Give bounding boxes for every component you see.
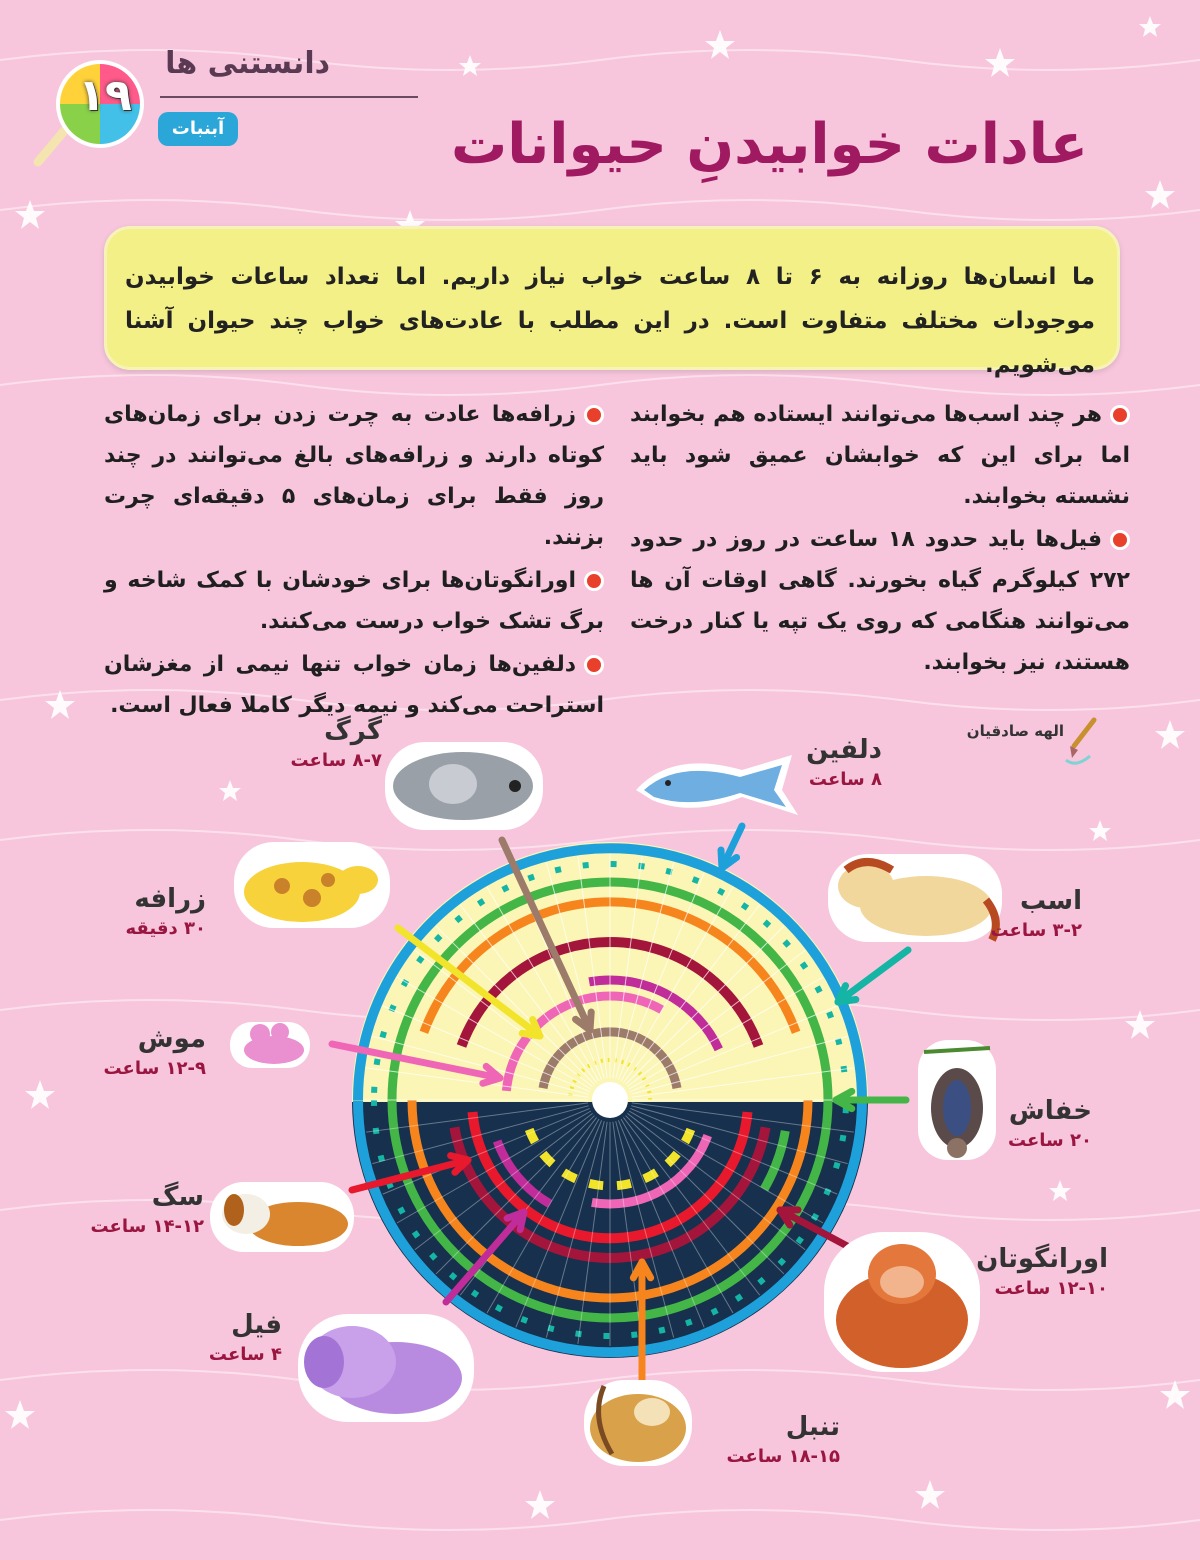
label-dolphin bbox=[806, 735, 882, 790]
animal-hours: ۱۲-۹ ساعت bbox=[103, 1058, 206, 1079]
sloth-icon bbox=[582, 1378, 694, 1468]
horse-icon bbox=[826, 850, 1004, 946]
dog-icon bbox=[208, 1180, 356, 1254]
animal-hours: ۳۰ دقیقه bbox=[125, 918, 206, 939]
animal-hours: ۱۸-۱۵ ساعت bbox=[726, 1446, 840, 1467]
label-horse bbox=[990, 886, 1082, 941]
page-title: عادات خوابیدنِ حیوانات bbox=[450, 112, 1088, 177]
center-hub bbox=[592, 1082, 628, 1118]
pointer-arrow-bat bbox=[836, 1091, 906, 1108]
label-elephant bbox=[209, 1310, 282, 1365]
section-title: دانستنی ها bbox=[165, 46, 330, 81]
label-sloth bbox=[727, 1412, 841, 1467]
label-orangutan bbox=[976, 1244, 1108, 1299]
pointer-arrow-dolphin bbox=[721, 826, 742, 868]
animal-hours: ۱۴-۱۲ ساعت bbox=[90, 1216, 204, 1237]
label-dog bbox=[91, 1182, 205, 1237]
fact-orangutan: اورانگوتان‌ها برای خودشان با کمک شاخه و برگ تشک خواب درست می‌کنند. bbox=[104, 568, 604, 634]
elephant-icon bbox=[296, 1312, 476, 1424]
animal-hours: ۱۲-۱۰ ساعت bbox=[994, 1278, 1108, 1299]
page-number: ۱۹ bbox=[78, 70, 132, 121]
intro-text: ما انسان‌ها روزانه به ۶ تا ۸ ساعت خواب نیاز داریم. اما تعداد ساعات خوابیدن موجودات مختلف متفاوت است. در این مطلب با عادت‌های خواب چند حیوان آشنا می‌شویم. bbox=[125, 264, 1096, 378]
animal-name: موش bbox=[137, 1024, 206, 1054]
animal-name: اسب bbox=[1019, 886, 1082, 916]
animal-name: زرافه bbox=[134, 884, 206, 914]
bat-icon bbox=[914, 1038, 1000, 1162]
mouse-icon bbox=[228, 1018, 312, 1072]
animal-hours: ۲۰ ساعت bbox=[1007, 1130, 1092, 1151]
animal-name: دلفین bbox=[806, 735, 882, 765]
wolf-icon bbox=[383, 740, 545, 832]
illustrator-credit: الهه صادقیان bbox=[966, 722, 1064, 740]
animal-name: سگ bbox=[151, 1182, 204, 1212]
fact-dolphin: دلفین‌ها زمان خواب تنها نیمی از مغزشان استراحت می‌کند و نیمه دیگر کاملا فعال است. bbox=[104, 652, 604, 718]
animal-hours: ۳-۲ ساعت bbox=[990, 920, 1082, 941]
pointer-arrow-horse bbox=[838, 950, 908, 1002]
label-wolf bbox=[290, 716, 382, 771]
fact-elephant: فیل‌ها باید حدود ۱۸ ساعت در روز در حدود ۲۷۲ کیلوگرم گیاه بخورند. گاهی اوقات آن ها می‌توانند هنگامی که روی یک تپه یا کنار درخت هستند، نیز بخوابند. bbox=[630, 527, 1130, 675]
giraffe-icon bbox=[232, 840, 392, 930]
orangutan-icon bbox=[822, 1230, 982, 1374]
label-mouse bbox=[103, 1024, 206, 1079]
animal-hours: ۸-۷ ساعت bbox=[290, 750, 382, 771]
animal-hours: ۸ ساعت bbox=[808, 769, 882, 790]
animal-name: فیل bbox=[231, 1310, 282, 1340]
animal-name: گرگ bbox=[324, 716, 382, 746]
label-giraffe bbox=[126, 884, 207, 939]
label-bat bbox=[1008, 1096, 1092, 1151]
animal-hours: ۴ ساعت bbox=[208, 1344, 282, 1365]
animal-name: تنبل bbox=[785, 1412, 840, 1442]
brand-logo: آبنبات bbox=[158, 112, 238, 146]
animal-name: خفاش bbox=[1008, 1096, 1092, 1126]
dolphin-icon bbox=[632, 745, 802, 825]
animal-name: اورانگوتان bbox=[976, 1244, 1108, 1274]
fact-horse: هر چند اسب‌ها می‌توانند ایستاده هم بخوابند اما برای این که خوابشان عمیق شود باید نشسته بخوابند. bbox=[630, 402, 1130, 509]
fact-giraffe: زرافه‌ها عادت به چرت زدن برای زمان‌های کوتاه دارند و زرافه‌های بالغ می‌توانند در چند روز فقط برای زمان‌های ۵ دقیقه‌ای چرت بزنند. bbox=[104, 402, 604, 550]
